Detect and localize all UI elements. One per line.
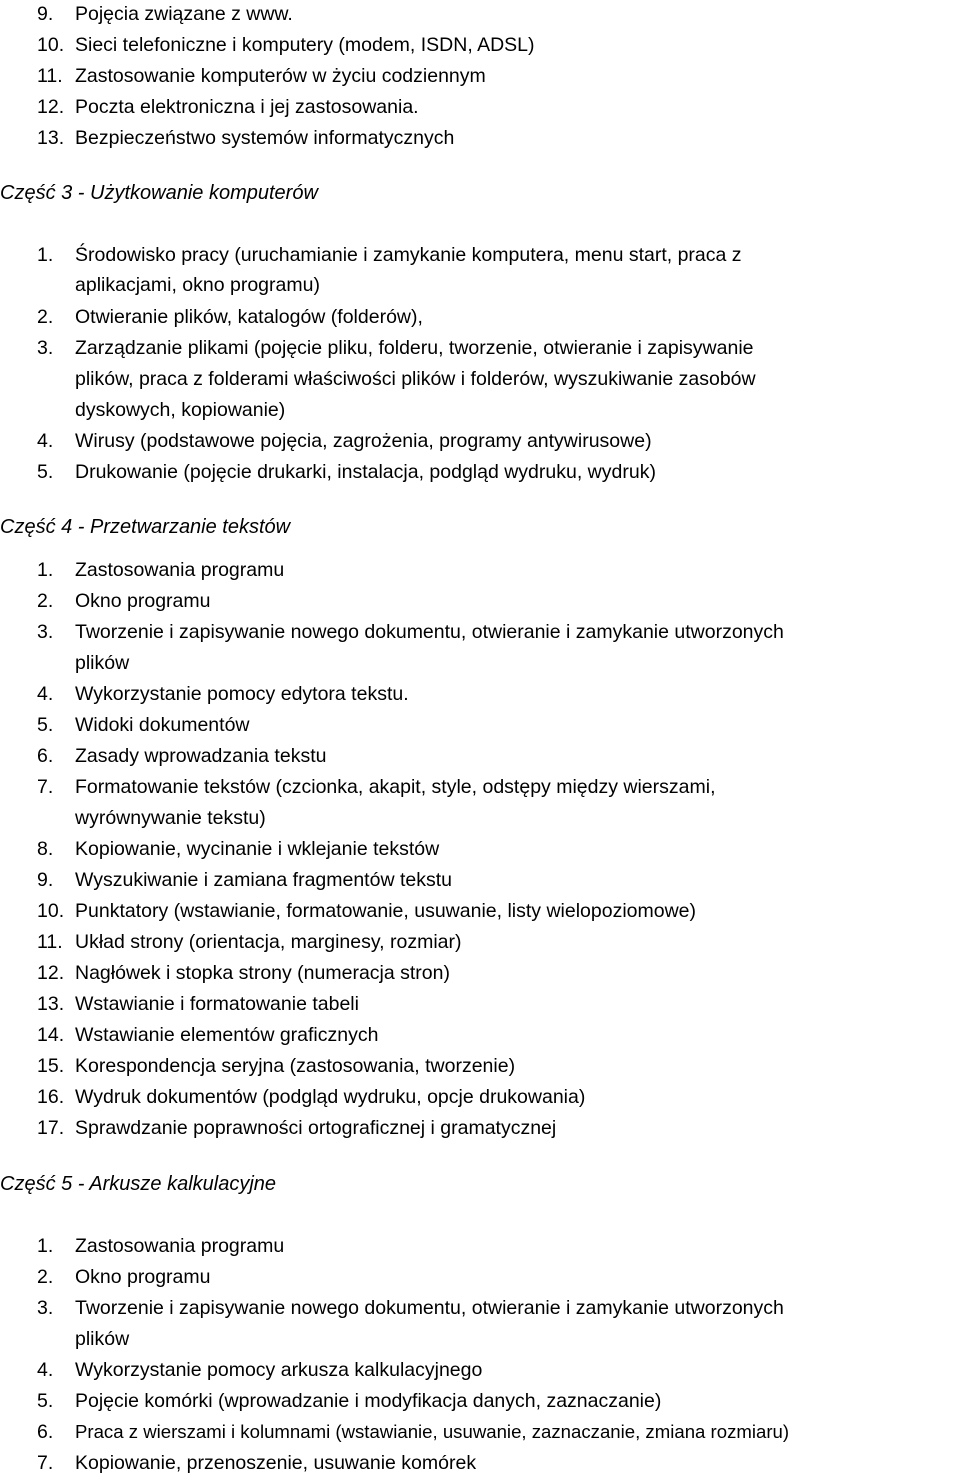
list-item-number: 5. xyxy=(37,1390,54,1412)
list-item-number: 1. xyxy=(37,1235,54,1257)
list-item-text: plików xyxy=(75,1328,130,1350)
section-heading-part5 xyxy=(0,1171,276,1197)
list-item-text: plików xyxy=(75,652,130,674)
list-item-number: 4. xyxy=(37,430,54,452)
list-item-text: Wstawianie elementów graficznych xyxy=(75,1024,379,1046)
section-heading-prefix: Część 3 - xyxy=(0,182,91,204)
section-heading-part3 xyxy=(0,180,318,206)
list-item-text: Zastosowania programu xyxy=(75,559,285,581)
list-item-text: Zasady wprowadzania tekstu xyxy=(75,745,327,767)
list-item-number: 12. xyxy=(37,962,65,984)
list-item-text: Drukowanie (pojęcie drukarki, instalacja, podgląd wydruku, wydruk) xyxy=(75,461,656,483)
list-item-number: 2. xyxy=(37,590,54,612)
list-item-number: 10. xyxy=(37,34,65,56)
list-item-number: 16. xyxy=(37,1086,65,1108)
list-item-number: 4. xyxy=(37,683,54,705)
list-item-text: Nagłówek i stopka strony (numeracja stron) xyxy=(75,962,450,984)
list-item-text: aplikacjami, okno programu) xyxy=(75,274,320,296)
section-heading-title: Arkusze kalkulacyjne xyxy=(89,1173,277,1195)
section-heading-title: Przetwarzanie tekstów xyxy=(90,516,291,538)
list-item-text: Korespondencja seryjna (zastosowania, tworzenie) xyxy=(75,1055,516,1077)
list-item-number: 5. xyxy=(37,461,54,483)
list-item-text: Kopiowanie, przenoszenie, usuwanie komórek xyxy=(75,1452,477,1474)
section-heading-prefix: Część 4 - xyxy=(0,516,91,538)
section-heading-title: Użytkowanie komputerów xyxy=(90,182,318,204)
list-item-text: Widoki dokumentów xyxy=(75,714,250,736)
list-item-text: Układ strony (orientacja, marginesy, rozmiar) xyxy=(75,931,462,953)
list-item-text: Wyszukiwanie i zamiana fragmentów tekstu xyxy=(75,869,452,891)
list-item-number: 11. xyxy=(37,65,63,87)
list-item-text: Punktatory (wstawianie, formatowanie, usuwanie, listy wielopoziomowe) xyxy=(75,900,697,922)
list-item-text: Tworzenie i zapisywanie nowego dokumentu, otwieranie i zamykanie utworzonych xyxy=(75,1297,784,1319)
list-item-number: 6. xyxy=(37,745,54,767)
list-item-text: Okno programu xyxy=(75,590,211,612)
list-item-number: 17. xyxy=(37,1117,65,1139)
list-item-number: 4. xyxy=(37,1359,54,1381)
list-item-number: 3. xyxy=(37,621,54,643)
list-item-text: dyskowych, kopiowanie) xyxy=(75,399,286,421)
list-item-number: 13. xyxy=(37,993,65,1015)
list-item-number: 13. xyxy=(37,127,65,149)
list-item-number: 9. xyxy=(37,3,54,25)
list-item-number: 3. xyxy=(37,337,54,359)
list-item-number: 3. xyxy=(37,1297,54,1319)
list-item-text: Zastosowanie komputerów w życiu codziennym xyxy=(75,65,486,87)
list-item-text: Zastosowania programu xyxy=(75,1235,285,1257)
list-item-number: 7. xyxy=(37,1452,54,1474)
list-item-text: Praca z wierszami i kolumnami (wstawianie, usuwanie, zaznaczanie, zmiana rozmiaru) xyxy=(75,1421,790,1442)
list-item-text: Pojęcie komórki (wprowadzanie i modyfikacja danych, zaznaczanie) xyxy=(75,1390,662,1412)
list-item-text: wyrównywanie tekstu) xyxy=(75,807,266,829)
list-item-number: 10. xyxy=(37,900,65,922)
list-item-text: plików, praca z folderami właściwości plików i folderów, wyszukiwanie zasobów xyxy=(75,368,756,390)
list-item-text: Wydruk dokumentów (podgląd wydruku, opcje drukowania) xyxy=(75,1086,586,1108)
list-item-number: 5. xyxy=(37,714,54,736)
list-item-number: 14. xyxy=(37,1024,65,1046)
list-item-number: 1. xyxy=(37,559,54,581)
list-item-text: Pojęcia związane z www. xyxy=(75,3,293,25)
list-item-number: 1. xyxy=(37,244,54,266)
list-item-number: 15. xyxy=(37,1055,65,1077)
list-item-number: 2. xyxy=(37,306,54,328)
section-heading-prefix: Część 5 - xyxy=(0,1173,90,1195)
list-item-number: 12. xyxy=(37,96,65,118)
list-item-number: 2. xyxy=(37,1266,54,1288)
list-item-text: Wykorzystanie pomocy arkusza kalkulacyjnego xyxy=(75,1359,483,1381)
list-item-number: 7. xyxy=(37,776,54,798)
list-item-text: Formatowanie tekstów (czcionka, akapit, style, odstępy między wierszami, xyxy=(75,776,716,798)
list-item-text: Zarządzanie plikami (pojęcie pliku, folderu, tworzenie, otwieranie i zapisywanie xyxy=(75,337,754,359)
list-item-text: Bezpieczeństwo systemów informatycznych xyxy=(75,127,455,149)
list-item-number: 9. xyxy=(37,869,54,891)
list-item-text: Otwieranie plików, katalogów (folderów), xyxy=(75,306,423,328)
list-item-text: Sieci telefoniczne i komputery (modem, ISDN, ADSL) xyxy=(75,34,535,56)
list-item-text: Wykorzystanie pomocy edytora tekstu. xyxy=(75,683,409,705)
list-item-text: Okno programu xyxy=(75,1266,211,1288)
list-item-number: 8. xyxy=(37,838,54,860)
list-item-text: Wstawianie i formatowanie tabeli xyxy=(75,993,359,1015)
list-item-text: Poczta elektroniczna i jej zastosowania. xyxy=(75,96,419,118)
list-item-text: Tworzenie i zapisywanie nowego dokumentu, otwieranie i zamykanie utworzonych xyxy=(75,621,784,643)
list-item-number: 11. xyxy=(37,931,63,953)
list-item-text: Sprawdzanie poprawności ortograficznej i gramatycznej xyxy=(75,1117,557,1139)
list-item-text: Wirusy (podstawowe pojęcia, zagrożenia, programy antywirusowe) xyxy=(75,430,652,452)
section-heading-part4 xyxy=(0,514,290,540)
list-item-text: Kopiowanie, wycinanie i wklejanie tekstów xyxy=(75,838,440,860)
list-item-text: Środowisko pracy (uruchamianie i zamykanie komputera, menu start, praca z xyxy=(75,244,742,266)
list-item-number: 6. xyxy=(37,1421,54,1443)
